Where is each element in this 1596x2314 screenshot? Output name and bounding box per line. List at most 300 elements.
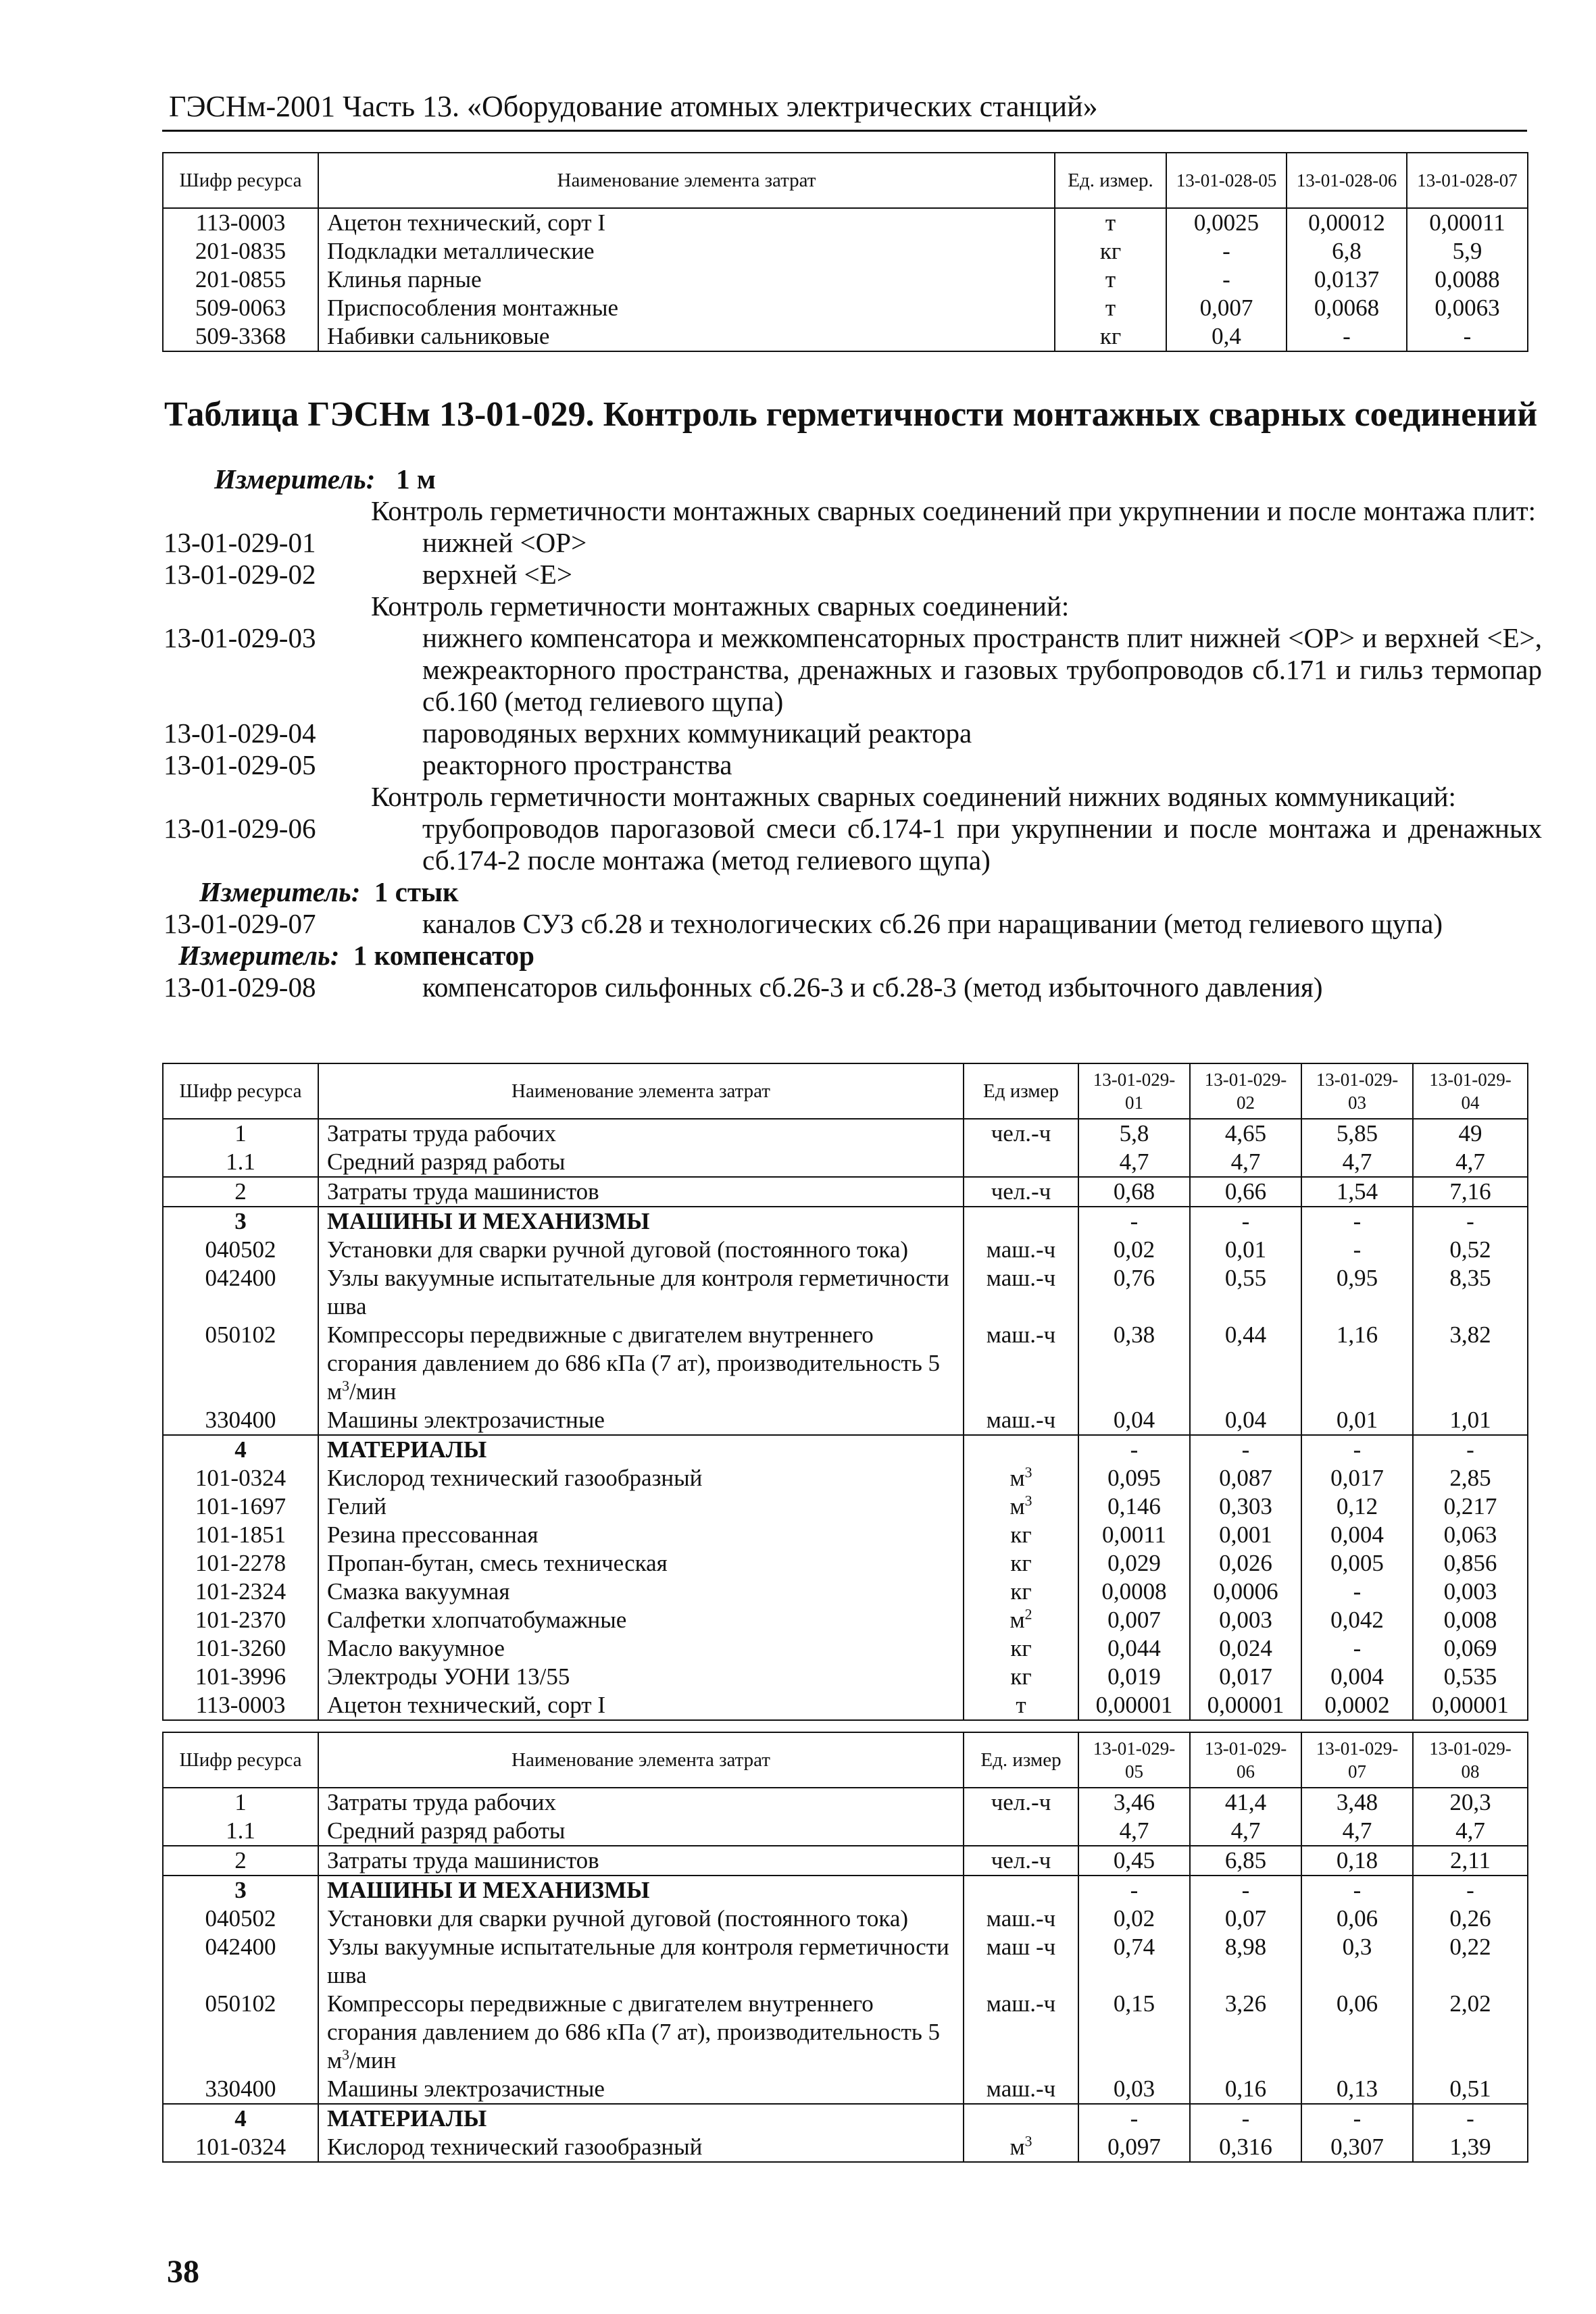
cell-code: 101-3260 — [163, 1634, 318, 1663]
cell-code: 113-0003 — [163, 1691, 318, 1720]
cell-unit: маш.-ч — [964, 1990, 1078, 2075]
cell-code: 101-1851 — [163, 1521, 318, 1549]
cell-value: - — [1301, 1435, 1413, 1464]
cell-value: 0,063 — [1413, 1521, 1528, 1549]
cell-value: - — [1413, 1207, 1528, 1236]
cell-code: 2 — [163, 1177, 318, 1207]
item-06 — [164, 813, 1542, 876]
cell-code: 1 — [163, 1788, 318, 1817]
cell-value: 6,85 — [1190, 1846, 1301, 1876]
cell-value: 0,4 — [1166, 322, 1287, 351]
cell-value: 0,03 — [1078, 2075, 1190, 2104]
cell-unit: маш.-ч — [964, 1321, 1078, 1406]
cell-name: Компрессоры передвижные с двигателем внутреннего сгорания давлением до 686 кПа (7 ат), производительность 5 $м^3$/мин — [318, 1990, 964, 2075]
item-code: 13-01-029-07 — [164, 908, 316, 939]
cell-value: 0,38 — [1078, 1321, 1190, 1406]
cell-value: 0,007 — [1166, 294, 1287, 322]
cell-value: 41,4 — [1190, 1788, 1301, 1817]
measure-value: 1 компенсатор — [353, 940, 534, 971]
intro-2: Контроль герметичности монтажных сварных соединений: — [371, 590, 1070, 622]
cell-value: - — [1166, 237, 1287, 266]
cell-name: Средний разряд работы — [318, 1148, 964, 1177]
cell-code: 3 — [163, 1876, 318, 1905]
item-03 — [164, 622, 1542, 718]
cell-value: 0,008 — [1413, 1606, 1528, 1634]
table-row — [163, 1634, 1528, 1663]
header-col: 13-01-029-03 — [1301, 1063, 1413, 1119]
cell-name: Установки для сварки ручной дуговой (постоянного тока) — [318, 1236, 964, 1264]
cell-name: Машины электрозачистные — [318, 2075, 964, 2104]
table-row — [163, 1578, 1528, 1606]
cell-value: 0,44 — [1190, 1321, 1301, 1406]
cell-value: 0,307 — [1301, 2133, 1413, 2162]
cell-unit: кг — [1055, 237, 1166, 266]
cell-code: 201-0855 — [163, 266, 318, 294]
cell-code: 330400 — [163, 2075, 318, 2104]
table-row — [163, 294, 1528, 322]
cell-value: 0,45 — [1078, 1846, 1190, 1876]
cell-value: 4,65 — [1190, 1119, 1301, 1148]
cell-value: 0,06 — [1301, 1990, 1413, 2075]
measure-2 — [199, 876, 1542, 908]
table-row — [163, 1933, 1528, 1990]
cell-value: 0,001 — [1190, 1521, 1301, 1549]
cell-code: 1.1 — [163, 1148, 318, 1177]
cell-value: 0,0011 — [1078, 1521, 1190, 1549]
cell-value: 0,00001 — [1413, 1691, 1528, 1720]
cell-unit: т — [964, 1691, 1078, 1720]
cell-value: 0,069 — [1413, 1634, 1528, 1663]
cell-unit: кг — [964, 1521, 1078, 1549]
header-col: 13-01-029-06 — [1190, 1732, 1301, 1788]
measure-label: Измеритель: — [214, 463, 376, 495]
cell-code: 101-0324 — [163, 1464, 318, 1492]
cell-value: 0,07 — [1190, 1905, 1301, 1933]
cell-value: 0,024 — [1190, 1634, 1301, 1663]
cell-name: МАТЕРИАЛЫ — [318, 1435, 964, 1464]
cell-code: 101-3996 — [163, 1663, 318, 1691]
cell-value: 0,00012 — [1287, 208, 1407, 237]
cell-value: 0,097 — [1078, 2133, 1190, 2162]
cell-value: 0,0006 — [1190, 1578, 1301, 1606]
table-row — [163, 1406, 1528, 1435]
cell-value: 0,217 — [1413, 1492, 1528, 1521]
cell-value: - — [1301, 2104, 1413, 2133]
cell-value: - — [1078, 1876, 1190, 1905]
header-name: Наименование элемента затрат — [318, 1063, 964, 1119]
header-code: Шифр ресурса — [163, 153, 318, 208]
cell-value: 0,005 — [1301, 1549, 1413, 1578]
cell-value: 0,52 — [1413, 1236, 1528, 1264]
header-col: 13-01-029-01 — [1078, 1063, 1190, 1119]
cell-value: 0,0063 — [1407, 294, 1528, 322]
cell-unit: $м^3$ — [964, 1492, 1078, 1521]
cell-value: 0,029 — [1078, 1549, 1190, 1578]
cell-value: - — [1301, 1578, 1413, 1606]
item-07 — [164, 908, 1542, 940]
cell-value: 0,22 — [1413, 1933, 1528, 1990]
cell-value: 0,146 — [1078, 1492, 1190, 1521]
table-row — [163, 322, 1528, 351]
table-row — [163, 1606, 1528, 1634]
table-row — [163, 1990, 1528, 2075]
cell-value: 0,00001 — [1190, 1691, 1301, 1720]
item-text: компенсаторов сильфонных сб.26-3 и сб.28-3 (метод избыточного давления) — [422, 972, 1323, 1003]
cell-name: Резина прессованная — [318, 1521, 964, 1549]
cell-value: - — [1166, 266, 1287, 294]
cell-name: Масло вакуумное — [318, 1634, 964, 1663]
cell-code: 040502 — [163, 1905, 318, 1933]
table-row — [163, 208, 1528, 237]
cell-unit: кг — [964, 1549, 1078, 1578]
cell-unit: кг — [964, 1663, 1078, 1691]
header-col: 13-01-029-02 — [1190, 1063, 1301, 1119]
cell-value: 8,98 — [1190, 1933, 1301, 1990]
header-col: 13-01-029-07 — [1301, 1732, 1413, 1788]
cell-value: 0,51 — [1413, 2075, 1528, 2104]
table-row — [163, 1207, 1528, 1236]
cell-value: 0,017 — [1301, 1464, 1413, 1492]
cell-unit — [964, 2104, 1078, 2133]
table-row — [163, 2133, 1528, 2162]
table-a — [162, 1063, 1528, 1721]
cell-value: - — [1287, 322, 1407, 351]
cell-name: Узлы вакуумные испытательные для контроля герметичности шва — [318, 1933, 964, 1990]
cell-name: Кислород технический газообразный — [318, 2133, 964, 2162]
header-unit: Ед измер — [964, 1063, 1078, 1119]
cell-value: 0,26 — [1413, 1905, 1528, 1933]
cell-value: - — [1407, 322, 1528, 351]
cell-value: 0,044 — [1078, 1634, 1190, 1663]
cell-value: - — [1078, 2104, 1190, 2133]
cell-code: 2 — [163, 1846, 318, 1876]
cell-value: 7,16 — [1413, 1177, 1528, 1207]
cell-value: 0,004 — [1301, 1663, 1413, 1691]
cell-unit: чел.-ч — [964, 1119, 1078, 1148]
table-row — [163, 1236, 1528, 1264]
cell-value: 0,003 — [1413, 1578, 1528, 1606]
cell-value: 0,019 — [1078, 1663, 1190, 1691]
table-row — [163, 1119, 1528, 1148]
table-row — [163, 1905, 1528, 1933]
cell-name: Установки для сварки ручной дуговой (постоянного тока) — [318, 1905, 964, 1933]
table-row — [163, 1817, 1528, 1846]
item-code: 13-01-029-03 — [164, 622, 316, 653]
header-col: 13-01-029-05 — [1078, 1732, 1190, 1788]
cell-unit: $м^2$ — [964, 1606, 1078, 1634]
cell-value: 0,003 — [1190, 1606, 1301, 1634]
cell-value: - — [1190, 1435, 1301, 1464]
table-row — [163, 1549, 1528, 1578]
cell-value: 4,7 — [1078, 1148, 1190, 1177]
cell-name: Электроды УОНИ 13/55 — [318, 1663, 964, 1691]
table-row — [163, 1663, 1528, 1691]
cell-value: 0,042 — [1301, 1606, 1413, 1634]
cell-value: - — [1078, 1207, 1190, 1236]
cell-value: 4,7 — [1190, 1817, 1301, 1846]
cell-code: 101-2324 — [163, 1578, 318, 1606]
cell-unit: маш.-ч — [964, 2075, 1078, 2104]
cell-unit — [964, 1817, 1078, 1846]
cell-code: 4 — [163, 2104, 318, 2133]
measure-3 — [178, 940, 1542, 972]
header-code: Шифр ресурса — [163, 1063, 318, 1119]
header-name: Наименование элемента затрат — [318, 153, 1055, 208]
cell-value: 0,0088 — [1407, 266, 1528, 294]
item-text: пароводяных верхних коммуникаций реактора — [422, 718, 972, 749]
cell-value: 4,7 — [1413, 1817, 1528, 1846]
cell-name: Пропан-бутан, смесь техническая — [318, 1549, 964, 1578]
cell-name: Смазка вакуумная — [318, 1578, 964, 1606]
cell-code: 113-0003 — [163, 208, 318, 237]
item-code: 13-01-029-05 — [164, 749, 316, 780]
item-code: 13-01-029-02 — [164, 559, 316, 590]
cell-code: 101-2278 — [163, 1549, 318, 1578]
cell-value: 0,00001 — [1078, 1691, 1190, 1720]
item-text: нижнего компенсатора и межкомпенсаторных пространств плит нижней <ОР> и верхней <Е>, межреакторного пространства, дренажных и газовых трубопроводов сб.171 и гильз термопар сб.160 (метод гелиевого щупа) — [422, 622, 1542, 717]
cell-name: МАШИНЫ И МЕХАНИЗМЫ — [318, 1876, 964, 1905]
cell-value: - — [1190, 1876, 1301, 1905]
header-col: 13-01-028-06 — [1287, 153, 1407, 208]
cell-unit: т — [1055, 266, 1166, 294]
cell-value: 0,01 — [1301, 1406, 1413, 1435]
cell-name: Компрессоры передвижные с двигателем внутреннего сгорания давлением до 686 кПа (7 ат), производительность 5 $м^3$/мин — [318, 1321, 964, 1406]
cell-value: 3,48 — [1301, 1788, 1413, 1817]
cell-value: 0,004 — [1301, 1521, 1413, 1549]
cell-unit — [964, 1207, 1078, 1236]
cell-unit: маш -ч — [964, 1933, 1078, 1990]
cell-value: 0,0068 — [1287, 294, 1407, 322]
item-01 — [164, 527, 1542, 559]
cell-value: 3,82 — [1413, 1321, 1528, 1406]
table-row — [163, 1264, 1528, 1321]
cell-value: 3,26 — [1190, 1990, 1301, 2075]
cell-value: - — [1190, 2104, 1301, 2133]
cell-value: 0,0008 — [1078, 1578, 1190, 1606]
cell-unit — [964, 1876, 1078, 1905]
cell-value: 0,76 — [1078, 1264, 1190, 1321]
cell-unit: маш.-ч — [964, 1905, 1078, 1933]
cell-name: Клинья парные — [318, 266, 1055, 294]
cell-value: 0,04 — [1190, 1406, 1301, 1435]
table-row — [163, 1876, 1528, 1905]
cell-value: 0,04 — [1078, 1406, 1190, 1435]
cell-code: 050102 — [163, 1990, 318, 2075]
cell-value: 0,0002 — [1301, 1691, 1413, 1720]
cell-value: 20,3 — [1413, 1788, 1528, 1817]
cell-value: 2,85 — [1413, 1464, 1528, 1492]
cell-value: 8,35 — [1413, 1264, 1528, 1321]
table-row — [163, 1691, 1528, 1720]
header-col: 13-01-029-08 — [1413, 1732, 1528, 1788]
cell-name: Средний разряд работы — [318, 1817, 964, 1846]
measure-1 — [214, 463, 1542, 495]
item-text: каналов СУЗ сб.28 и технологических сб.26 при наращивании (метод гелиевого щупа) — [422, 908, 1443, 939]
header-name: Наименование элемента затрат — [318, 1732, 964, 1788]
cell-value: 0,74 — [1078, 1933, 1190, 1990]
cell-value: 0,02 — [1078, 1236, 1190, 1264]
cell-value: 1,01 — [1413, 1406, 1528, 1435]
cell-code: 330400 — [163, 1406, 318, 1435]
cell-value: - — [1301, 1876, 1413, 1905]
cell-unit: $м^3$ — [964, 1464, 1078, 1492]
cell-name: Затраты труда рабочих — [318, 1119, 964, 1148]
cell-name: Салфетки хлопчатобумажные — [318, 1606, 964, 1634]
cell-value: 5,9 — [1407, 237, 1528, 266]
table-b — [162, 1732, 1528, 2163]
table-row — [163, 266, 1528, 294]
intro-3: Контроль герметичности монтажных сварных соединений нижних водяных коммуникаций: — [371, 781, 1456, 812]
item-02 — [164, 559, 1542, 590]
table-row — [163, 1148, 1528, 1177]
table-row — [163, 1846, 1528, 1876]
cell-value: 0,303 — [1190, 1492, 1301, 1521]
cell-name: Гелий — [318, 1492, 964, 1521]
measure-label: Измеритель: — [199, 876, 361, 907]
cell-code: 042400 — [163, 1933, 318, 1990]
cell-unit: $м^3$ — [964, 2133, 1078, 2162]
header-col: 13-01-028-05 — [1166, 153, 1287, 208]
cell-unit: маш.-ч — [964, 1236, 1078, 1264]
cell-unit: кг — [964, 1634, 1078, 1663]
cell-value: - — [1413, 2104, 1528, 2133]
table-description — [164, 463, 1542, 1003]
cell-unit: чел.-ч — [964, 1177, 1078, 1207]
cell-code: 1.1 — [163, 1817, 318, 1846]
cell-value: - — [1078, 1435, 1190, 1464]
cell-name: Ацетон технический, сорт I — [318, 1691, 964, 1720]
cell-value: 0,12 — [1301, 1492, 1413, 1521]
cell-name: Затраты труда рабочих — [318, 1788, 964, 1817]
table-row — [163, 2075, 1528, 2104]
header-code: Шифр ресурса — [163, 1732, 318, 1788]
cell-value: 0,535 — [1413, 1663, 1528, 1691]
cell-name: Затраты труда машинистов — [318, 1846, 964, 1876]
cell-name: Подкладки металлические — [318, 237, 1055, 266]
table-row — [163, 237, 1528, 266]
cell-value: 49 — [1413, 1119, 1528, 1148]
cell-unit: т — [1055, 208, 1166, 237]
cell-value: 5,85 — [1301, 1119, 1413, 1148]
cell-unit — [964, 1148, 1078, 1177]
cell-value: 0,66 — [1190, 1177, 1301, 1207]
cell-value: 0,01 — [1190, 1236, 1301, 1264]
page-number: 38 — [167, 2254, 199, 2290]
item-code: 13-01-029-06 — [164, 813, 316, 844]
cell-value: - — [1190, 1207, 1301, 1236]
table-row — [163, 1177, 1528, 1207]
cell-code: 4 — [163, 1435, 318, 1464]
table-title: Таблица ГЭСНм 13-01-029. Контроль герметичности монтажных сварных соединений — [164, 395, 1538, 434]
item-08 — [164, 972, 1542, 1003]
table-top — [162, 152, 1528, 352]
cell-value: 0,026 — [1190, 1549, 1301, 1578]
cell-unit: чел.-ч — [964, 1846, 1078, 1876]
cell-value: 1,16 — [1301, 1321, 1413, 1406]
item-05 — [164, 749, 1542, 781]
measure-label: Измеритель: — [178, 940, 340, 971]
cell-name: Набивки сальниковые — [318, 322, 1055, 351]
cell-value: 0,856 — [1413, 1549, 1528, 1578]
cell-value: - — [1301, 1634, 1413, 1663]
item-text: трубопроводов парогазовой смеси сб.174-1 при укрупнении и после монтажа и дренажных сб.174-2 после монтажа (метод гелиевого щупа) — [422, 813, 1542, 876]
cell-name: Узлы вакуумные испытательные для контроля герметичности шва — [318, 1264, 964, 1321]
item-code: 13-01-029-01 — [164, 527, 316, 558]
cell-code: 101-2370 — [163, 1606, 318, 1634]
cell-value: 0,15 — [1078, 1990, 1190, 2075]
cell-unit: маш.-ч — [964, 1406, 1078, 1435]
cell-value: - — [1301, 1236, 1413, 1264]
cell-unit: кг — [964, 1578, 1078, 1606]
cell-code: 101-0324 — [163, 2133, 318, 2162]
item-code: 13-01-029-04 — [164, 718, 316, 749]
cell-value: 0,0137 — [1287, 266, 1407, 294]
cell-value: 0,13 — [1301, 2075, 1413, 2104]
item-04 — [164, 718, 1542, 749]
cell-value: 0,0025 — [1166, 208, 1287, 237]
cell-value: 0,316 — [1190, 2133, 1301, 2162]
cell-unit: т — [1055, 294, 1166, 322]
cell-value: 4,7 — [1301, 1817, 1413, 1846]
cell-value: 0,16 — [1190, 2075, 1301, 2104]
table-row — [163, 1492, 1528, 1521]
table-row — [163, 1521, 1528, 1549]
cell-value: 2,11 — [1413, 1846, 1528, 1876]
cell-value: - — [1301, 1207, 1413, 1236]
cell-code: 040502 — [163, 1236, 318, 1264]
cell-value: 0,06 — [1301, 1905, 1413, 1933]
table-row — [163, 1435, 1528, 1464]
cell-value: 1,39 — [1413, 2133, 1528, 2162]
cell-name: Кислород технический газообразный — [318, 1464, 964, 1492]
table-row — [163, 1464, 1528, 1492]
page-header: ГЭСНм-2001 Часть 13. «Оборудование атомных электрических станций» — [169, 90, 1098, 123]
cell-unit — [964, 1435, 1078, 1464]
cell-value: 0,02 — [1078, 1905, 1190, 1933]
cell-code: 042400 — [163, 1264, 318, 1321]
cell-code: 1 — [163, 1119, 318, 1148]
cell-value: 0,55 — [1190, 1264, 1301, 1321]
cell-value: 4,7 — [1301, 1148, 1413, 1177]
cell-code: 050102 — [163, 1321, 318, 1406]
cell-name: Ацетон технический, сорт I — [318, 208, 1055, 237]
cell-value: 0,18 — [1301, 1846, 1413, 1876]
cell-unit: чел.-ч — [964, 1788, 1078, 1817]
header-rule — [162, 130, 1527, 132]
cell-value: 6,8 — [1287, 237, 1407, 266]
cell-value: 3,46 — [1078, 1788, 1190, 1817]
cell-value: 0,95 — [1301, 1264, 1413, 1321]
cell-value: - — [1413, 1876, 1528, 1905]
cell-name: МАТЕРИАЛЫ — [318, 2104, 964, 2133]
cell-value: 0,087 — [1190, 1464, 1301, 1492]
cell-code: 3 — [163, 1207, 318, 1236]
cell-value: 4,7 — [1413, 1148, 1528, 1177]
cell-value: 0,007 — [1078, 1606, 1190, 1634]
cell-name: Затраты труда машинистов — [318, 1177, 964, 1207]
cell-name: МАШИНЫ И МЕХАНИЗМЫ — [318, 1207, 964, 1236]
header-col: 13-01-028-07 — [1407, 153, 1528, 208]
item-text: реакторного пространства — [422, 749, 732, 780]
table-row — [163, 1788, 1528, 1817]
cell-value: 0,68 — [1078, 1177, 1190, 1207]
header-unit: Ед. измер. — [1055, 153, 1166, 208]
cell-name: Приспособления монтажные — [318, 294, 1055, 322]
cell-value: 0,00011 — [1407, 208, 1528, 237]
item-text: нижней <ОР> — [422, 527, 587, 558]
cell-value: 2,02 — [1413, 1990, 1528, 2075]
cell-code: 101-1697 — [163, 1492, 318, 1521]
